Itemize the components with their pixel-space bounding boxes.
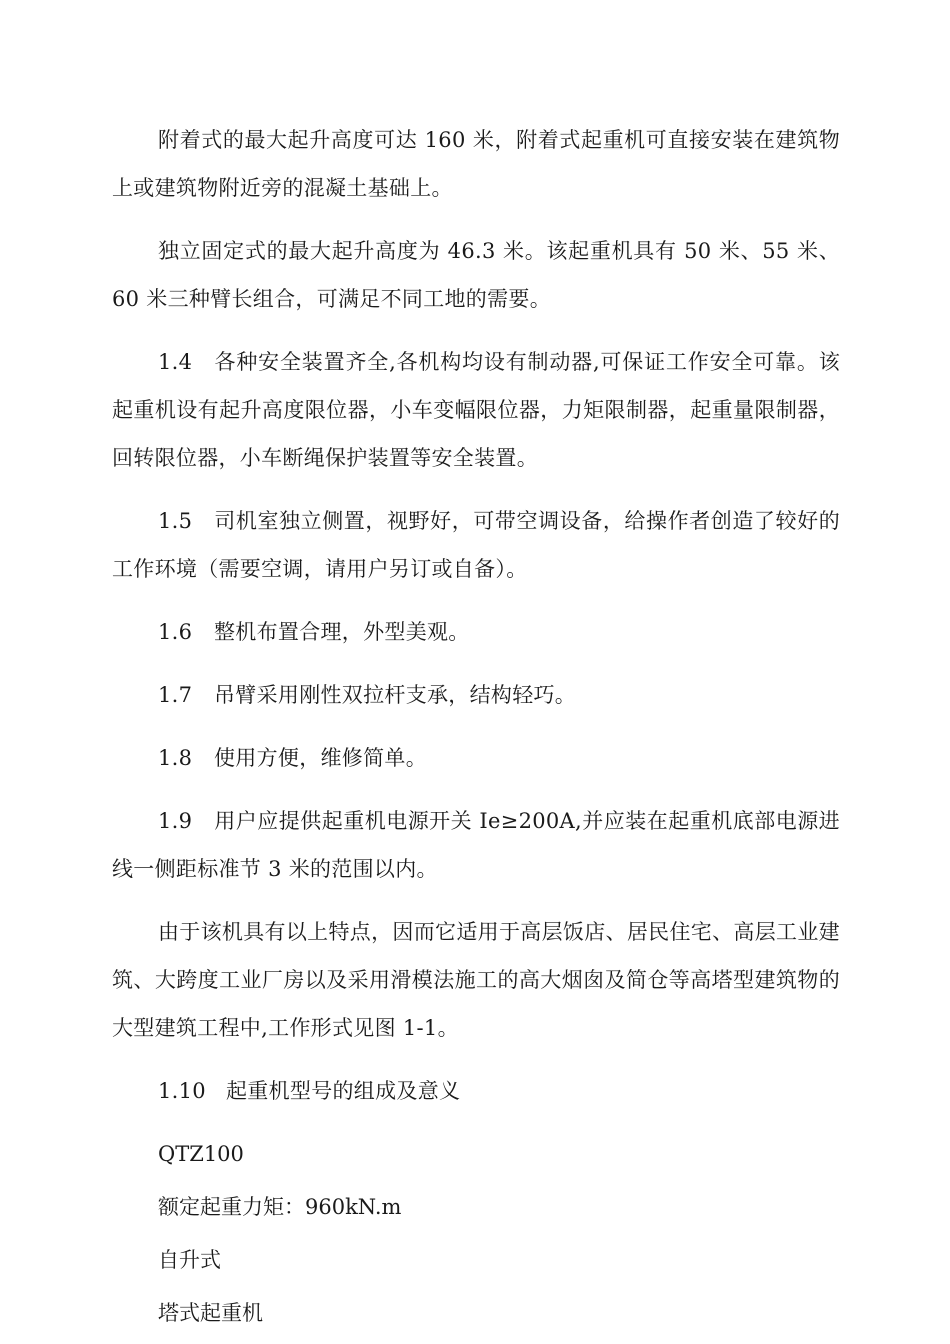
section-title: 起重机型号的组成及意义 xyxy=(226,1079,461,1103)
list-item-1-8 xyxy=(112,734,840,782)
section-number: 1.10 xyxy=(158,1079,206,1103)
item-text: 使用方便，维修简单。 xyxy=(214,746,427,770)
list-item-1-4 xyxy=(112,338,840,482)
item-text: 各种安全装置齐全,各机构均设有制动器,可保证工作安全可靠。该起重机设有起升高度限位器，小车变幅限位器，力矩限制器，起重量限制器，回转限位器，小车断绳保护装置等安全装置。 xyxy=(112,350,840,470)
item-number: 1.4 xyxy=(158,350,193,374)
list-item-1-6 xyxy=(112,608,840,656)
item-text: 吊臂采用刚性双拉杆支承，结构轻巧。 xyxy=(214,683,577,707)
list-item-1-5 xyxy=(112,497,840,593)
item-text: 整机布置合理，外型美观。 xyxy=(214,620,470,644)
self-raising-label: 自升式 xyxy=(158,1248,221,1272)
paragraph-summary: 由于该机具有以上特点，因而它适用于高层饭店、居民住宅、高层工业建筑、大跨度工业厂房以及采用滑模法施工的高大烟囱及简仓等高塔型建筑物的大型建筑工程中,工作形式见图 1-1。 xyxy=(112,920,840,1040)
item-number: 1.9 xyxy=(158,809,193,833)
paragraph-fixed-height: 独立固定式的最大起升高度为 46.3 米。该起重机具有 50 米、55 米、60 米三种臂长组合，可满足不同工地的需要。 xyxy=(112,239,840,311)
item-number: 1.6 xyxy=(158,620,193,644)
item-number: 1.8 xyxy=(158,746,193,770)
item-text: 司机室独立侧置，视野好，可带空调设备，给操作者创造了较好的工作环境（需要空调，请用户另订或自备）。 xyxy=(112,509,840,581)
paragraph-attached-height: 附着式的最大起升高度可达 160 米，附着式起重机可直接安装在建筑物上或建筑物附近旁的混凝土基础上。 xyxy=(112,128,840,200)
list-item-1-7 xyxy=(112,671,840,719)
document-body xyxy=(112,116,840,1342)
list-item-1-9 xyxy=(112,797,840,893)
item-number: 1.5 xyxy=(158,509,193,533)
item-text: 用户应提供起重机电源开关 Ie≥200A,并应装在起重机底部电源进线一侧距标准节 3 米的范围以内。 xyxy=(112,809,840,881)
section-heading-1-10 xyxy=(112,1067,840,1115)
rated-moment: 额定起重力矩：960kN.m xyxy=(158,1195,402,1219)
tower-crane-label: 塔式起重机 xyxy=(158,1301,263,1325)
item-number: 1.7 xyxy=(158,683,193,707)
model-code: QTZ100 xyxy=(158,1142,244,1166)
